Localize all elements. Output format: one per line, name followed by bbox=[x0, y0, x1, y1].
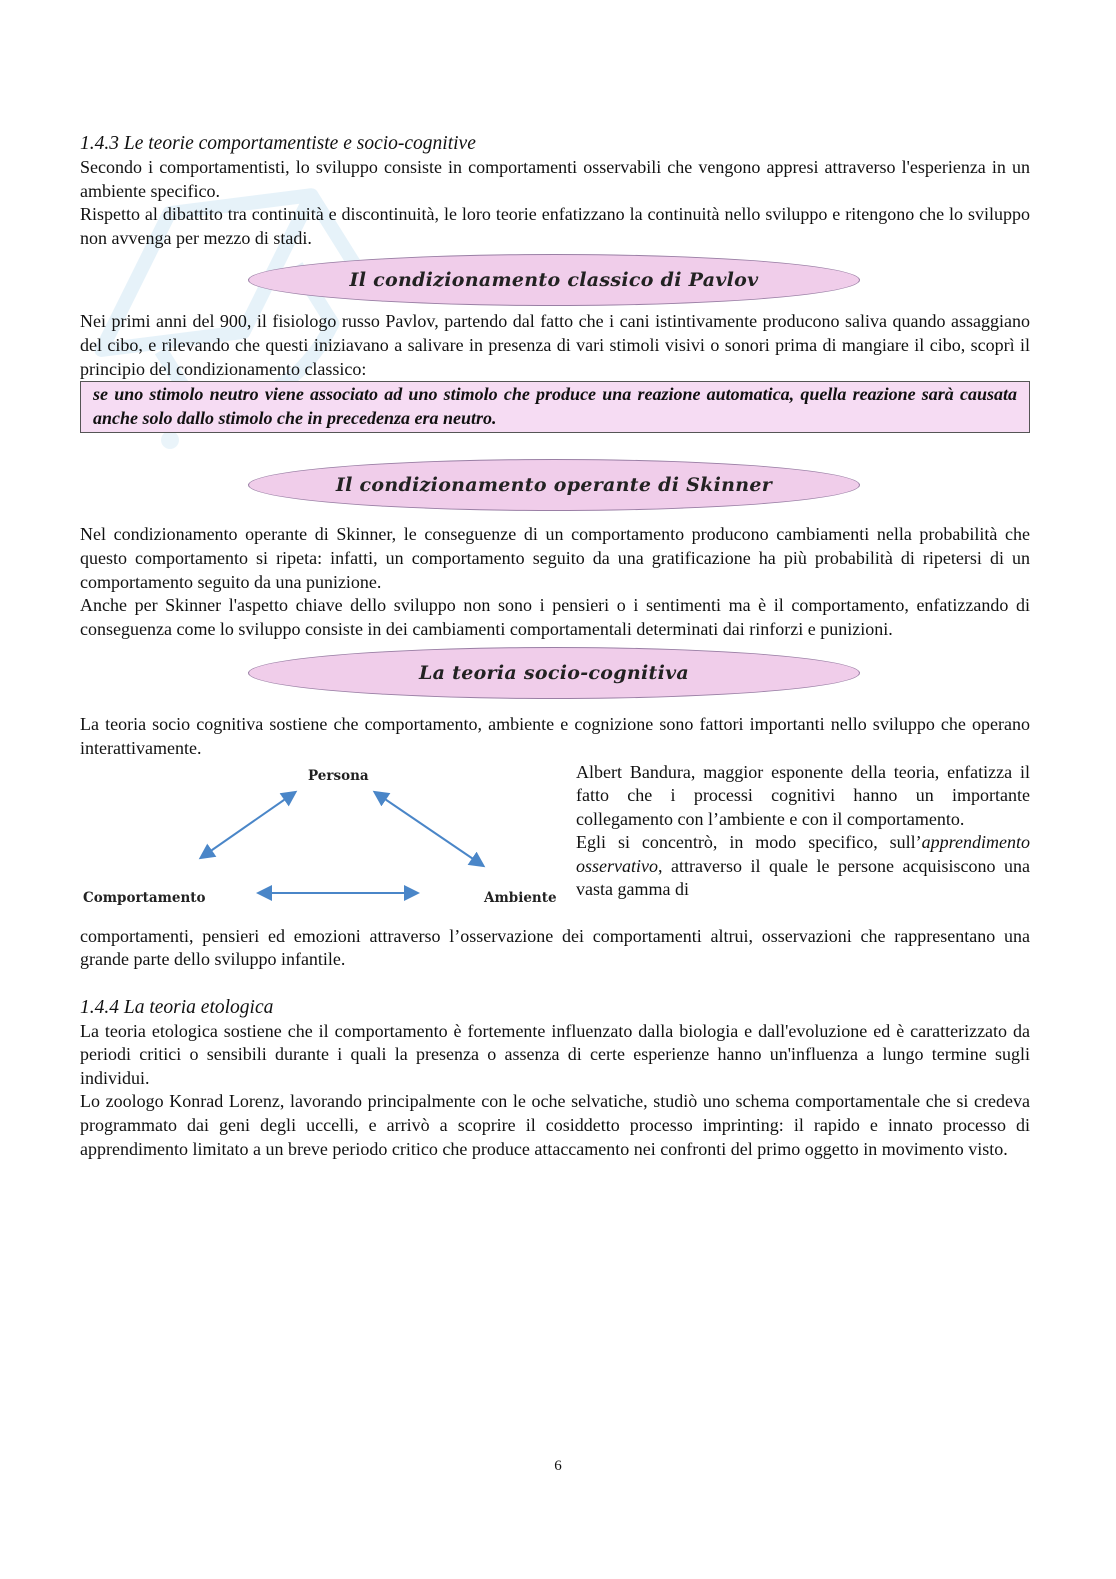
paragraph: Anche per Skinner l'aspetto chiave dello sviluppo non sono i pensieri o i sentimenti ma è il comportamento, enfatizzando di conseguenza come lo sviluppo consiste in dei cambiamenti comportamentali determinati dai rinforzi e punizioni. bbox=[80, 595, 1030, 639]
paragraph: Rispetto al dibattito tra continuità e discontinuità, le loro teorie enfatizzano la continuità nello sviluppo e ritengono che lo sviluppo non avvenga per mezzo di stadi. bbox=[80, 204, 1030, 248]
paragraph: Albert Bandura, maggior esponente della teoria, enfatizza il fatto che i processi cognitivi hanno un importante collegamento con l’ambiente e con il comportamento. bbox=[576, 761, 1030, 829]
emphasis-apprendimento-osservativo: apprendimento osservativo bbox=[576, 832, 1030, 876]
section-heading-1-4-3: 1.4.3 Le teorie comportamentiste e socio-cognitive bbox=[80, 133, 476, 154]
paragraph: Nel condizionamento operante di Skinner, le conseguenze di un comportamento producono cambiamenti nella probabilità che questo comportamento si ripeta: infatti, un comportamento seguito da una gratificazione ha più probabilità di ripetersi di un comportamento seguito da una punizione. bbox=[80, 524, 1030, 592]
diagram-arrows bbox=[80, 761, 565, 925]
paragraph bbox=[576, 831, 1030, 902]
paragraph: Lo zoologo Konrad Lorenz, lavorando principalmente con le oche selvatiche, studiò uno schema comportamentale che si credeva programmato dai geni degli uccelli, e arrivò a scoprire il cosiddetto processo imprinting: il rapido e innato processo di apprendimento limitato a un breve periodo critico che produce attaccamento nei confronti del primo oggetto in movimento visto. bbox=[80, 1091, 1030, 1159]
pavlov-principle-box: se uno stimolo neutro viene associato ad uno stimolo che produce una reazione automatica, quella reazione sarà causata anche solo dallo stimolo che in precedenza era neutro. bbox=[80, 381, 1030, 433]
pavlov-banner bbox=[80, 250, 1030, 310]
socio-banner bbox=[80, 641, 1030, 713]
triadic-diagram bbox=[80, 761, 565, 925]
paragraph: La teoria etologica sostiene che il comportamento è fortemente influenzato dalla biologia e dall'evoluzione ed è caratterizzato da periodi critici o sensibili durante i quali la presenza o assenza di certe esperienze hanno un'influenza a lungo termine sugli individui. bbox=[80, 1020, 1030, 1088]
bandura-block bbox=[80, 761, 1030, 925]
main-content bbox=[80, 132, 1030, 1161]
diagram-label-comportamento: Comportamento bbox=[83, 889, 206, 906]
diagram-label-persona: Persona bbox=[308, 767, 369, 784]
text-run: , attraverso il quale le persone acquisiscono una vasta gamma di bbox=[576, 855, 1030, 900]
section-heading-1-4-4: 1.4.4 La teoria etologica bbox=[80, 996, 274, 1018]
arrow-persona-ambiente bbox=[376, 793, 482, 865]
paragraph: comportamenti, pensieri ed emozioni attraverso l’osservazione dei comportamenti altrui, osservazioni che rappresentano una grande parte dello sviluppo infantile. bbox=[80, 925, 1030, 970]
page-number: 6 bbox=[554, 1458, 562, 1474]
diagram-label-ambiente: Ambiente bbox=[484, 889, 557, 906]
paragraph: Secondo i comportamentisti, lo sviluppo consiste in comportamenti osservabili che vengono appresi attraverso l'esperienza in un ambiente specifico. bbox=[80, 157, 1030, 201]
paragraph: La teoria socio cognitiva sostiene che comportamento, ambiente e cognizione sono fattori importanti nello sviluppo che operano interattivamente. bbox=[80, 714, 1030, 758]
skinner-banner bbox=[80, 433, 1030, 523]
text-run: Egli si concentrò, in modo specifico, sull’ bbox=[576, 832, 922, 853]
bandura-text bbox=[576, 761, 1030, 903]
arrow-persona-comportamento bbox=[202, 793, 294, 857]
socio-title: La teoria socio-cognitiva bbox=[248, 647, 860, 699]
pavlov-title: Il condizionamento classico di Pavlov bbox=[248, 254, 860, 306]
paragraph: Nei primi anni del 900, il fisiologo russo Pavlov, partendo dal fatto che i cani istintivamente producono saliva quando assaggiano del cibo, e rilevando che questi iniziavano a salivare in presenza di vari stimoli visivi o sonori prima di mangiare il cibo, scoprì il principio del condizionamento classico: bbox=[80, 311, 1030, 379]
skinner-title: Il condizionamento operante di Skinner bbox=[248, 459, 860, 511]
